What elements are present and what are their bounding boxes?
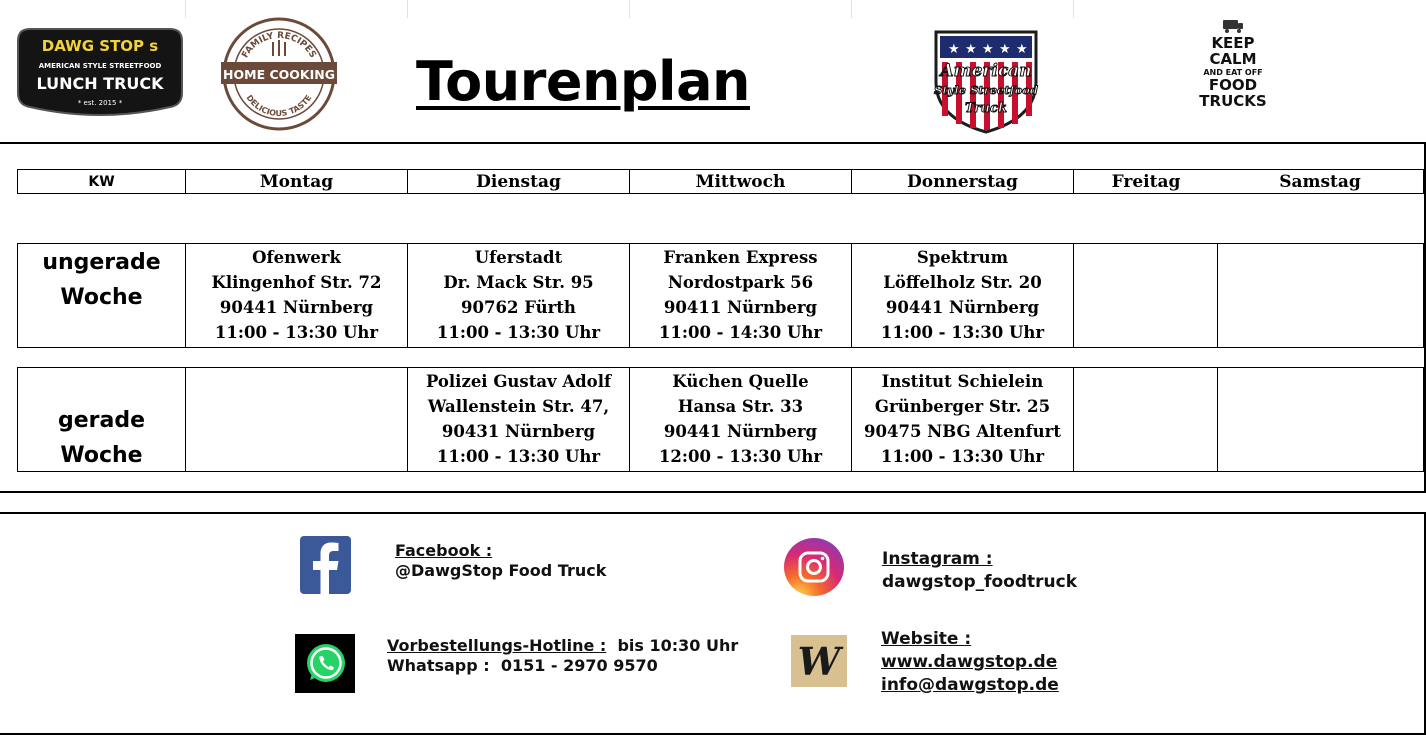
keep-calm-line5: TRUCKS [1199,91,1267,110]
even-week-label-1: gerade [57,408,146,433]
lunch-truck-logo [16,25,184,133]
location-street: Nordostpark 56 [667,273,814,292]
location-street: Klingenhof Str. 72 [211,273,382,292]
location-time: 11:00 - 13:30 Uhr [214,323,379,342]
location-street: Hansa Str. 33 [677,397,804,416]
location-street: Grünberger Str. 25 [874,397,1051,416]
location-city: 90431 Nürnberg [441,422,596,441]
location-street: Dr. Mack Str. 95 [443,273,594,292]
location-name: Uferstadt [474,248,563,267]
food-truck-icon [1222,18,1244,34]
facebook-icon[interactable] [300,536,351,594]
logo-sub-text: AMERICAN STYLE STREETFOOD [38,62,162,70]
even-monday-cell [185,367,408,472]
location-time: 11:00 - 13:30 Uhr [880,447,1045,466]
hotline-hours: bis 10:30 Uhr [617,636,739,655]
location-city: 90411 Nürnberg [663,298,818,317]
odd-friday-cell [1073,243,1218,348]
keep-calm-line3: AND EAT OFF [1203,67,1263,77]
svg-text:★: ★ [965,42,977,57]
odd-monday-cell [185,243,408,348]
odd-saturday-cell [1217,243,1424,348]
website-text [881,628,1059,697]
odd-week-label-2: Woche [60,285,143,310]
facebook-text [395,541,606,581]
header-saturday: Samstag [1217,169,1424,194]
grid-line [185,0,186,18]
grid-line [407,0,408,18]
location-name: Ofenwerk [252,248,341,267]
svg-text:★: ★ [948,42,960,57]
page-title: Tourenplan [416,50,750,113]
keep-calm-logo [1178,18,1288,109]
location-street: Löffelholz Str. 20 [883,273,1042,292]
location-time: 11:00 - 14:30 Uhr [658,323,823,342]
location-name: Spektrum [916,248,1009,267]
home-cooking-logo [221,16,337,132]
home-cooking-bottom: DELICIOUS TASTE [244,93,314,119]
american-logo-line2: Style Streetfood [934,83,1038,97]
keep-calm-line1: KEEP [1211,34,1255,52]
location-name: Franken Express [663,248,818,267]
location-time: 11:00 - 13:30 Uhr [436,323,601,342]
odd-tuesday-cell [407,243,630,348]
svg-text:★: ★ [1016,42,1028,57]
email-link[interactable]: info@dawgstop.de [881,675,1059,695]
american-streetfood-logo [918,28,1054,134]
american-logo-line3: Truck [965,101,1007,116]
even-thursday-cell [851,367,1074,472]
location-city: 90441 Nürnberg [885,298,1040,317]
logo-main-text: LUNCH TRUCK [36,74,164,93]
grid-line [1073,0,1074,18]
even-week-label [17,367,186,472]
header-monday: Montag [185,169,408,194]
logo-est-text: * est. 2015 * [77,99,123,107]
instagram-icon[interactable] [784,538,844,596]
location-street: Wallenstein Str. 47, [427,397,610,416]
header-kw: KW [17,169,186,194]
home-cooking-top: FAMILY RECIPES [240,30,318,60]
whatsapp-icon[interactable] [295,634,355,693]
contact-footer [0,512,1426,735]
location-time: 11:00 - 13:30 Uhr [880,323,1045,342]
odd-week-label-1: ungerade [42,250,161,275]
even-saturday-cell [1217,367,1424,472]
svg-text:★: ★ [982,42,994,57]
instagram-handle[interactable]: dawgstop_foodtruck [882,572,1078,592]
header-friday: Freitag [1073,169,1218,194]
location-city: 90475 NBG Altenfurt [864,422,1061,441]
header-thursday: Donnerstag [851,169,1074,194]
even-week-label-2: Woche [60,443,143,468]
home-cooking-main: HOME COOKING [223,67,335,82]
logo-top-text: DAWG STOP s [41,37,159,55]
whatsapp-label: Whatsapp : [387,656,490,675]
location-name: Küchen Quelle [672,372,809,391]
location-time: 11:00 - 13:30 Uhr [436,447,601,466]
location-city: 90441 Nürnberg [219,298,374,317]
grid-line [629,0,630,18]
odd-week-label [17,243,186,348]
svg-text:W: W [797,639,841,684]
even-tuesday-cell [407,367,630,472]
grid-line [851,0,852,18]
hotline-label: Vorbestellungs-Hotline : [387,636,607,655]
website-label: Website : [881,629,972,649]
location-time: 12:00 - 13:30 Uhr [658,447,823,466]
location-city: 90762 Fürth [461,298,576,317]
location-city: 90441 Nürnberg [663,422,818,441]
whatsapp-number[interactable]: 0151 - 2970 9570 [500,656,658,675]
facebook-handle[interactable]: @DawgStop Food Truck [395,561,607,580]
location-name: Polizei Gustav Adolf [425,372,612,391]
instagram-label: Instagram : [882,549,993,569]
instagram-text [882,548,1077,594]
whatsapp-text [387,636,738,676]
location-name: Institut Schielein [881,372,1044,391]
website-url-link[interactable]: www.dawgstop.de [881,652,1058,672]
header-wednesday: Mittwoch [629,169,852,194]
even-wednesday-cell [629,367,852,472]
website-w-icon[interactable] [791,635,847,687]
american-logo-line1: American [940,61,1032,81]
keep-calm-line4: FOOD [1208,75,1258,94]
svg-text:★: ★ [999,42,1011,57]
facebook-label: Facebook : [395,541,493,560]
header-tuesday: Dienstag [407,169,630,194]
odd-thursday-cell [851,243,1074,348]
odd-wednesday-cell [629,243,852,348]
keep-calm-line2: CALM [1209,49,1257,68]
even-friday-cell [1073,367,1218,472]
